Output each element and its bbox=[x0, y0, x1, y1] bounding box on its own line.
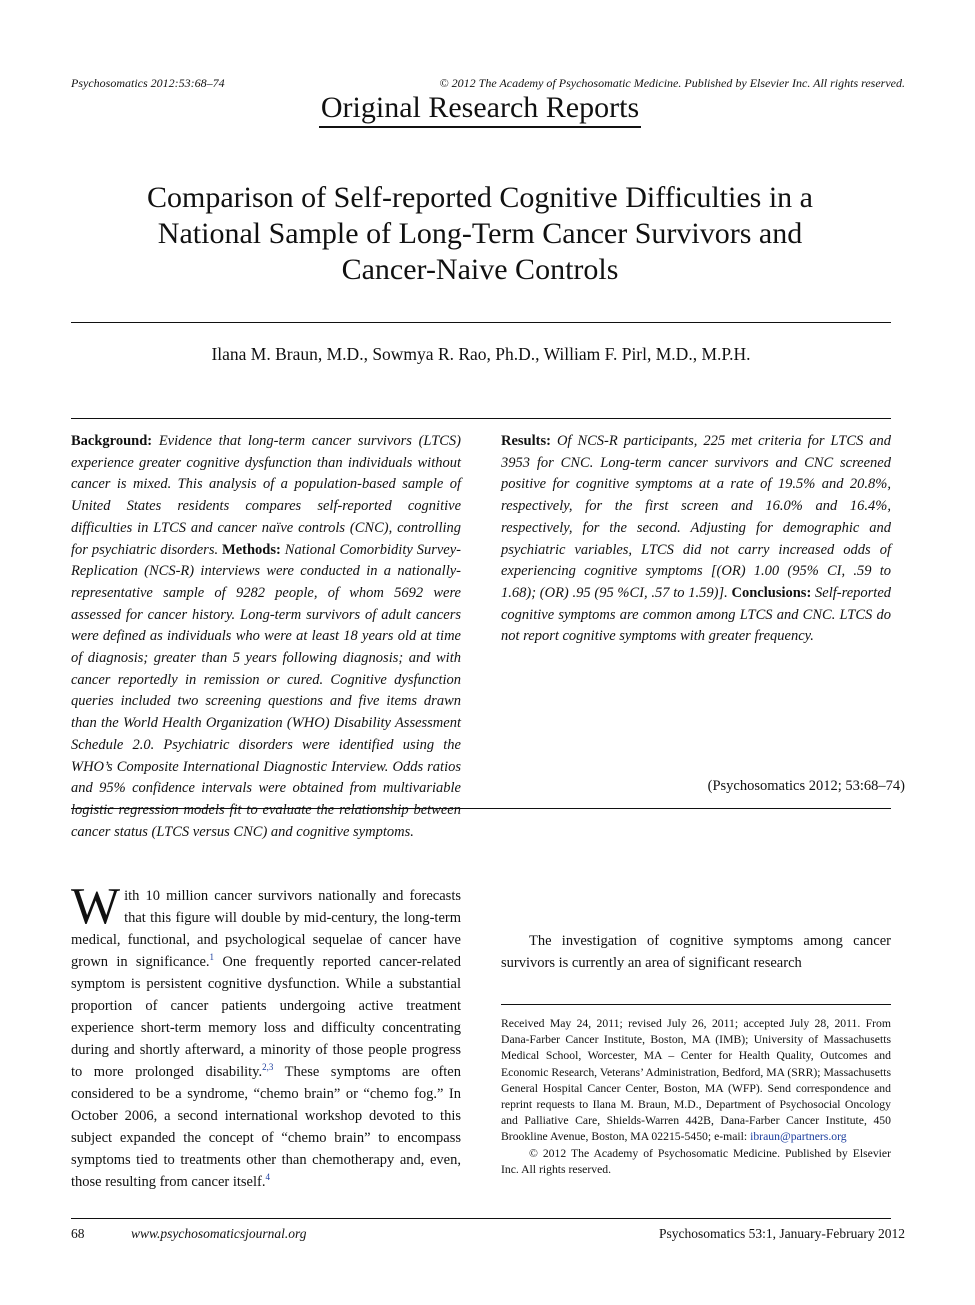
header-copyright: © 2012 The Academy of Psychosomatic Medicine. Published by Elsevier Inc. All rights reserved. bbox=[439, 76, 905, 90]
journal-website-link[interactable]: www.psychosomaticsjournal.org bbox=[131, 1226, 307, 1241]
article-footnote bbox=[501, 1016, 891, 1178]
body-column-left bbox=[71, 878, 461, 1193]
background-label: Background: bbox=[71, 433, 153, 449]
abstract-column-left bbox=[71, 431, 462, 840]
footnote-copyright: © 2012 The Academy of Psychosomatic Medicine. Published by Elsevier Inc. All rights reserved. bbox=[501, 1146, 891, 1176]
footnote-text: Received May 24, 2011; revised July 26, 2011; accepted July 28, 2011. From Dana-Farber Cancer Institute, Boston, MA (IMB); University of Massachusetts Medical School, Worcester, MA – Center for Health Quality, Outcomes and Economic Research, Veterans’ Administration, Bedford, MA (SRR); Massachusetts General Hospital Cancer Center, Boston, MA (WFP). Send correspondence and reprint requests to Ilana M. Braun, M.D., Department of Psychosocial Oncology and Palliative Care, Shields-Warren 442B, Dana-Farber Cancer Institute, 450 Brookline Avenue, Boston, MA 02215-5450; e-mail: bbox=[501, 1017, 891, 1144]
reference-link-1[interactable]: 1 bbox=[209, 952, 215, 963]
abstract-top-divider bbox=[71, 418, 891, 419]
intro-paragraph-part-3: These symptoms are often considered to be a syndrome, “chemo brain” or “chemo fog.” In October 2006, a second international workshop devoted to this subject expanded the concept of “chemo brain” to encompass symptoms tied to treatments other than chemotherapy and, even, those resulting from cancer itself. bbox=[71, 1064, 461, 1190]
abstract-citation: (Psychosomatics 2012; 53:68–74) bbox=[707, 778, 905, 794]
methods-label: Methods: bbox=[222, 541, 281, 558]
abstract-bottom-divider bbox=[71, 808, 891, 809]
intro-paragraph-part-2: One frequently reported cancer-related symptom is persistent cognitive dysfunction. While a substantial proportion of cancer patients undergoing active treatment experience short-term memory loss and difficulty concentrating during and shortly afterward, a minority of those people progress to more prolonged disability. bbox=[71, 954, 461, 1080]
author-list: Ilana M. Braun, M.D., Sowmya R. Rao, Ph.D., William F. Pirl, M.D., M.P.H. bbox=[211, 344, 751, 364]
intro-paragraph-part-1: ith 10 million cancer survivors nationally and forecasts that this figure will double by mid-century, the long-term medical, functional, and psychological sequelae of cancer have grown in significance. bbox=[71, 888, 461, 970]
journal-reference: Psychosomatics 2012:53:68–74 bbox=[71, 76, 225, 90]
correspondence-email-link[interactable]: ibraun@partners.org bbox=[750, 1130, 847, 1144]
abstract-conclusions: Self-reported cognitive symptoms are common among LTCS and CNC. LTCS do not report cognitive symptoms with greater frequency. bbox=[501, 584, 892, 645]
results-label: Results: bbox=[501, 433, 551, 449]
section-title-text: Original Research Reports bbox=[319, 91, 641, 128]
abstract-column-right bbox=[501, 431, 891, 648]
section-title bbox=[0, 91, 960, 125]
title-divider bbox=[71, 322, 891, 323]
body-paragraph-2: The investigation of cognitive symptoms among cancer survivors is currently an area of significant research bbox=[501, 933, 891, 971]
abstract-methods: National Comorbidity Survey-Replication (NCS-R) interviews were conducted in a nationally-representative sample of 9282 people, of whom 5692 were assessed for cancer history. Long-term survivors of adult cancers were defined as individuals who were at least 18 years old at time of diagnosis; greater than 5 years following diagnosis; and with cancer reportedly in remission or cured. Cognitive dysfunction queries included two screening questions and five items drawn than the World Health Organization (WHO) Disability Assessment Schedule 2.0. Psychiatric disorders were identified using the WHO’s Composite International Diagnostic Interview. Odds ratios and 95% confidence intervals were obtained from multivariable logistic regression models fit to evaluate the relationship between cancer status (LTCS versus CNC) and cognitive symptoms. bbox=[71, 541, 461, 840]
abstract-background: Evidence that long-term cancer survivors (LTCS) experience greater cognitive dysfunction than individuals without cancer is mixed. This analysis of a population-based sample of United States residents compares self-reported cognitive difficulties in LTCS and cancer naïve controls (CNC), controlling for psychiatric disorders. bbox=[71, 433, 462, 558]
page-number: 68 bbox=[71, 1226, 85, 1241]
abstract-results: Of NCS-R participants, 225 met criteria for LTCS and 3953 for CNC. Long-term cancer survivors and CNC screened positive for cognitive symptoms at a rate of 19.5% and 20.8%, respectively, for the first screen and 16.0% and 16.4%, respectively, for the second. Adjusting for demographic and psychiatric variables, LTCS did not carry increased odds of experiencing cognitive symptoms [(OR) 1.00 (95% CI, .59 to 1.68); (OR) .95 (95 %CI, .57 to 1.59)]. bbox=[501, 433, 891, 601]
article-title: Comparison of Self-reported Cognitive Difficulties in a National Sample of Long-Term Cancer Survivors and Cancer-Naive Controls bbox=[147, 181, 813, 286]
reference-link-2-3[interactable]: 2,3 bbox=[262, 1062, 274, 1073]
reference-link-4[interactable]: 4 bbox=[265, 1172, 270, 1183]
conclusions-label: Conclusions: bbox=[731, 584, 812, 601]
footer-divider bbox=[71, 1218, 891, 1219]
footnote-divider bbox=[501, 1004, 891, 1005]
issue-info: Psychosomatics 53:1, January-February 2012 bbox=[659, 1226, 905, 1241]
drop-cap: W bbox=[71, 878, 121, 935]
